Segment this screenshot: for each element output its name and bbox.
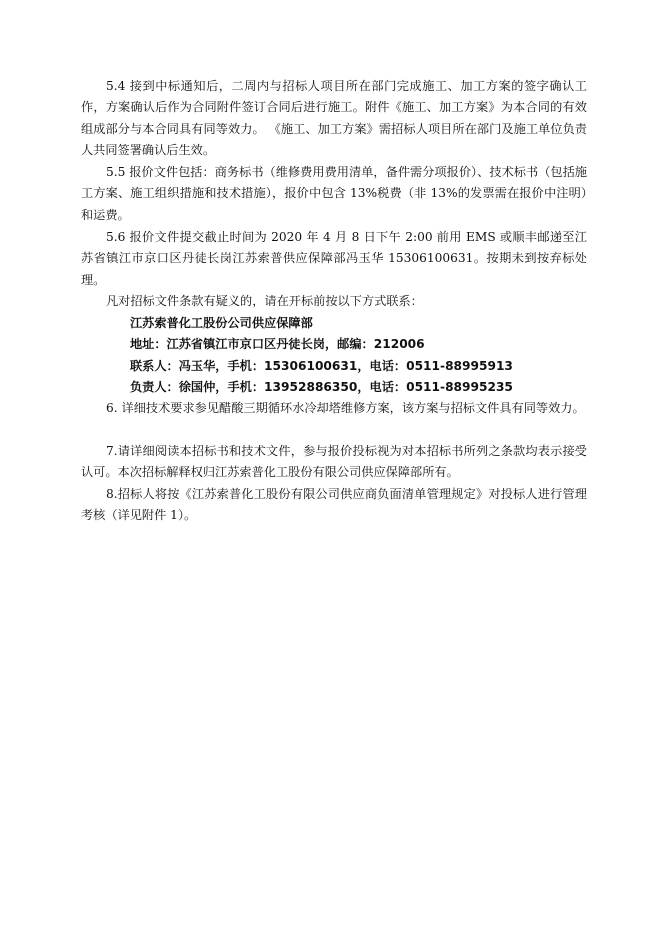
clause-8-paragraph: 8.招标人将按《江苏索普化工股份有限公司供应商负面清单管理规定》对投标人进行管理考核（详见附件 1）。 xyxy=(81,487,587,523)
clause-6-paragraph: 6. 详细技术要求参见醋酸三期循环水冷却塔维修方案，该方案与招标文件具有同等效力。 xyxy=(106,401,585,415)
clause-7-paragraph: 7.请详细阅读本招标书和技术文件，参与报价投标视为对本招标书所列之条款均表示接受认可。本次招标解释权归江苏索普化工股份有限公司供应保障部所有。 xyxy=(81,444,587,480)
contact-address: 地址：江苏省镇江市京口区丹徒长岗，邮编：212006 xyxy=(130,337,425,351)
contact-person: 联系人：冯玉华，手机：15306100631，电话：0511-88995913 xyxy=(130,359,513,373)
clause-5-5-paragraph: 5.5 报价文件包括：商务标书（维修费用费用清单，备件需分项报价）、技术标书（包括施工方案、施工组织措施和技术措施），报价中包含 13%税费（非 13%的发票需在报价中注明）和运费。 xyxy=(81,165,587,222)
inquiry-paragraph: 凡对招标文件条款有疑义的，请在开标前按以下方式联系： xyxy=(106,294,423,308)
contact-company: 江苏索普化工股份公司供应保障部 xyxy=(130,316,313,330)
responsible-person: 负责人：徐国仲，手机：13952886350，电话：0511-88995235 xyxy=(130,380,513,394)
clause-5-6-paragraph: 5.6 报价文件提交截止时间为 2020 年 4 月 8 日下午 2:00 前用 EMS 或顺丰邮递至江苏省镇江市京口区丹徒长岗江苏索普供应保障部冯玉华 15306100631。按期未到按弃标处理。 xyxy=(81,230,587,287)
clause-5-4-paragraph: 5.4 接到中标通知后，二周内与招标人项目所在部门完成施工、加工方案的签字确认工作，方案确认后作为合同附件签订合同后进行施工。附件《施工、加工方案》为本合同的有效组成部分与本合同具有同等效力。 《施工、加工方案》需招标人项目所在部门及施工单位负责人共同签署确认后生效。 xyxy=(81,79,587,158)
